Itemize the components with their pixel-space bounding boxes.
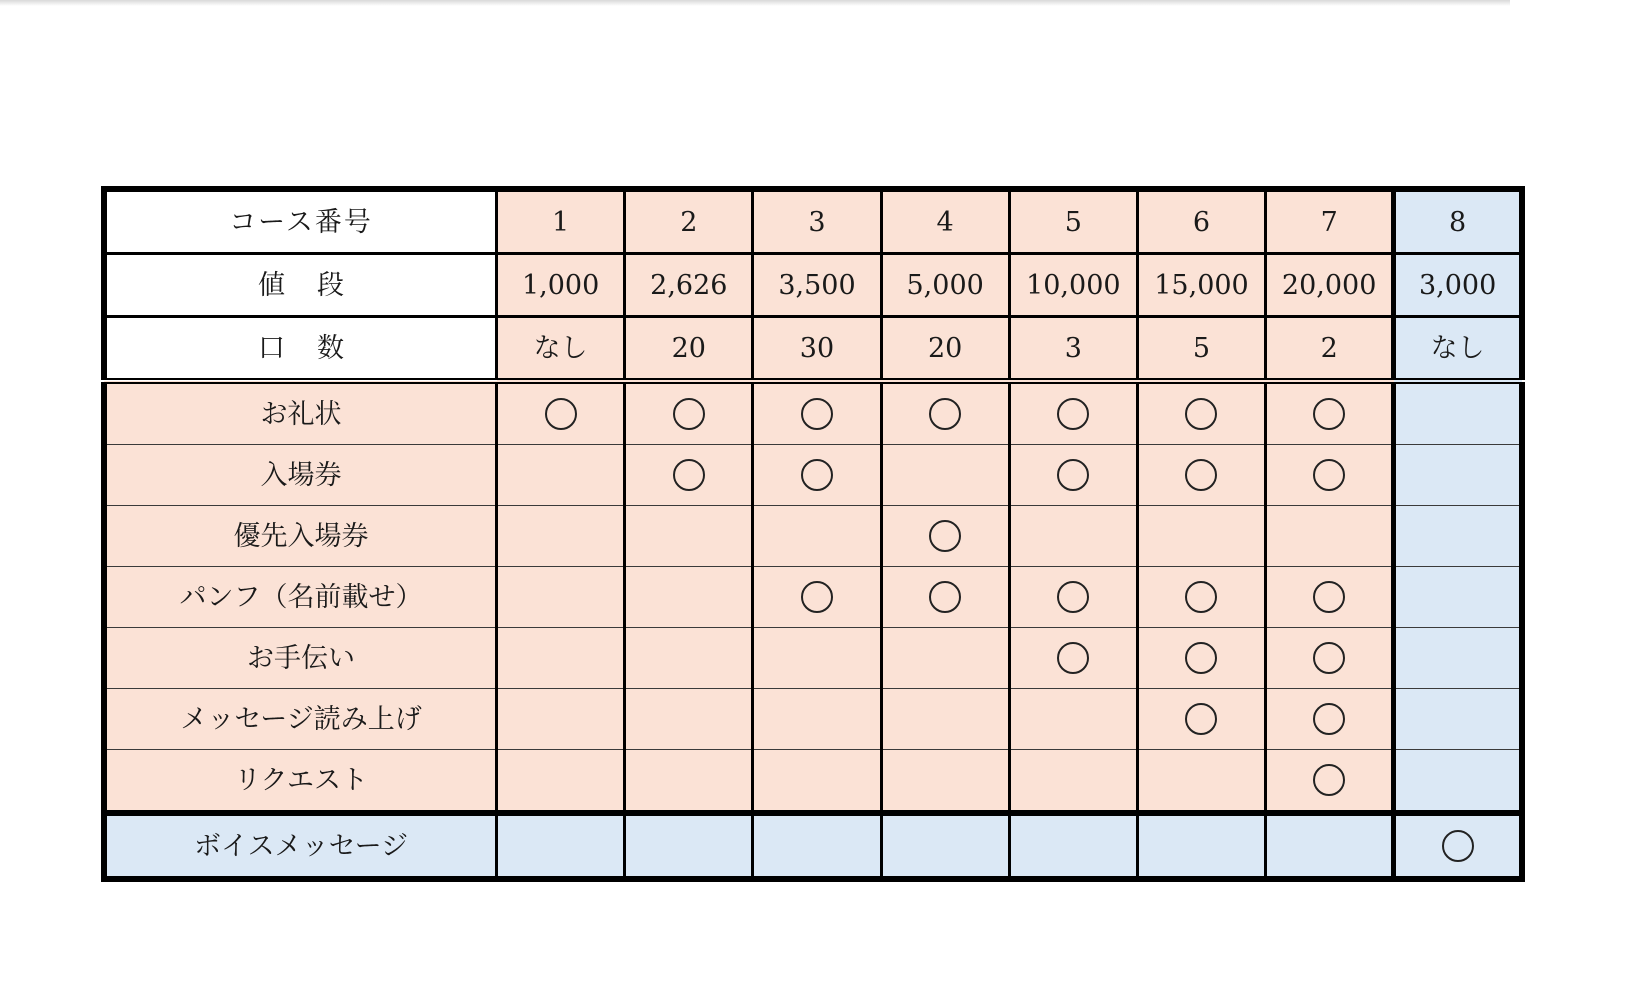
price-cell-5: 10,000 xyxy=(1009,254,1137,317)
feature-cell xyxy=(753,506,881,567)
units-cell-2: 20 xyxy=(625,317,753,382)
circle-mark-icon xyxy=(1057,459,1089,491)
feature-cell xyxy=(1009,813,1137,879)
feature-cell xyxy=(1394,750,1522,814)
units-cell-8: なし xyxy=(1394,317,1522,382)
price-cell-6: 15,000 xyxy=(1137,254,1265,317)
feature-cell xyxy=(753,628,881,689)
feature-cell xyxy=(625,750,753,814)
feature-cell xyxy=(753,689,881,750)
feature-cell xyxy=(1394,506,1522,567)
circle-mark-icon xyxy=(1185,642,1217,674)
price-label-cell xyxy=(104,254,497,317)
feature-cell xyxy=(1137,813,1265,879)
feature-cell xyxy=(881,689,1009,750)
course-number-cell-3: 3 xyxy=(753,189,881,254)
feature-cell xyxy=(753,813,881,879)
circle-mark-icon xyxy=(1057,398,1089,430)
circle-mark-icon xyxy=(1313,764,1345,796)
feature-cell xyxy=(1266,381,1394,445)
price-cell-8: 3,000 xyxy=(1394,254,1522,317)
feature-row xyxy=(104,813,1522,879)
feature-row xyxy=(104,689,1522,750)
feature-cell xyxy=(881,381,1009,445)
feature-cell xyxy=(497,813,625,879)
feature-cell xyxy=(497,445,625,506)
circle-mark-icon xyxy=(1313,642,1345,674)
feature-cell xyxy=(753,567,881,628)
feature-cell xyxy=(1009,381,1137,445)
feature-cell xyxy=(1394,567,1522,628)
feature-cell xyxy=(625,567,753,628)
feature-cell xyxy=(753,445,881,506)
circle-mark-icon xyxy=(1185,581,1217,613)
feature-cell xyxy=(1394,689,1522,750)
feature-label: パンフ（名前載せ） xyxy=(104,567,497,628)
feature-cell xyxy=(881,813,1009,879)
feature-cell xyxy=(1137,506,1265,567)
feature-row xyxy=(104,445,1522,506)
feature-cell xyxy=(1266,813,1394,879)
course-number-cell-6: 6 xyxy=(1137,189,1265,254)
units-label: 口数 xyxy=(258,332,377,364)
feature-cell xyxy=(753,750,881,814)
feature-cell xyxy=(1394,381,1522,445)
circle-mark-icon xyxy=(1313,459,1345,491)
circle-mark-icon xyxy=(1057,581,1089,613)
course-number-cell-8: 8 xyxy=(1394,189,1522,254)
course-number-cell-4: 4 xyxy=(881,189,1009,254)
circle-mark-icon xyxy=(1442,830,1474,862)
circle-mark-icon xyxy=(1313,703,1345,735)
feature-label: 入場券 xyxy=(104,445,497,506)
circle-mark-icon xyxy=(1185,459,1217,491)
course-table xyxy=(101,186,1525,882)
price-cell-3: 3,500 xyxy=(753,254,881,317)
course-number-cell-2: 2 xyxy=(625,189,753,254)
feature-cell xyxy=(881,628,1009,689)
price-cell-2: 2,626 xyxy=(625,254,753,317)
feature-cell xyxy=(1266,689,1394,750)
course-number-cell-5: 5 xyxy=(1009,189,1137,254)
feature-cell xyxy=(497,628,625,689)
course-table-container xyxy=(101,186,1525,882)
circle-mark-icon xyxy=(1313,398,1345,430)
feature-cell xyxy=(1009,689,1137,750)
course-number-row xyxy=(104,189,1522,254)
feature-label: メッセージ読み上げ xyxy=(104,689,497,750)
circle-mark-icon xyxy=(929,581,961,613)
course-number-label: コース番号 xyxy=(104,189,497,254)
feature-cell xyxy=(881,750,1009,814)
feature-cell xyxy=(625,689,753,750)
feature-cell xyxy=(1009,628,1137,689)
feature-row xyxy=(104,750,1522,814)
units-label-cell xyxy=(104,317,497,382)
circle-mark-icon xyxy=(1057,642,1089,674)
feature-cell xyxy=(753,381,881,445)
units-cell-6: 5 xyxy=(1137,317,1265,382)
feature-cell xyxy=(881,445,1009,506)
units-cell-4: 20 xyxy=(881,317,1009,382)
circle-mark-icon xyxy=(1185,703,1217,735)
feature-cell xyxy=(1266,750,1394,814)
feature-cell xyxy=(1394,628,1522,689)
feature-cell xyxy=(881,567,1009,628)
feature-cell xyxy=(1009,506,1137,567)
circle-mark-icon xyxy=(929,398,961,430)
feature-cell xyxy=(1009,567,1137,628)
feature-row xyxy=(104,506,1522,567)
feature-cell xyxy=(497,506,625,567)
feature-cell xyxy=(1394,813,1522,879)
units-cell-7: 2 xyxy=(1266,317,1394,382)
course-table-body xyxy=(104,189,1522,879)
circle-mark-icon xyxy=(1313,581,1345,613)
feature-row xyxy=(104,381,1522,445)
feature-row xyxy=(104,567,1522,628)
feature-cell xyxy=(625,628,753,689)
price-cell-7: 20,000 xyxy=(1266,254,1394,317)
price-cell-1: 1,000 xyxy=(497,254,625,317)
feature-label: お手伝い xyxy=(104,628,497,689)
feature-cell xyxy=(1266,628,1394,689)
feature-cell xyxy=(1266,445,1394,506)
circle-mark-icon xyxy=(801,459,833,491)
feature-cell xyxy=(1009,445,1137,506)
feature-cell xyxy=(1137,689,1265,750)
circle-mark-icon xyxy=(801,398,833,430)
feature-cell xyxy=(497,567,625,628)
feature-cell xyxy=(1009,750,1137,814)
circle-mark-icon xyxy=(929,520,961,552)
feature-cell xyxy=(625,445,753,506)
page-top-edge xyxy=(0,0,1510,6)
price-label: 値段 xyxy=(258,269,377,301)
circle-mark-icon xyxy=(801,581,833,613)
feature-cell xyxy=(1266,506,1394,567)
feature-cell xyxy=(625,813,753,879)
units-row xyxy=(104,317,1522,382)
price-row xyxy=(104,254,1522,317)
feature-cell xyxy=(497,750,625,814)
feature-row xyxy=(104,628,1522,689)
feature-cell xyxy=(1137,750,1265,814)
course-number-cell-7: 7 xyxy=(1266,189,1394,254)
feature-cell xyxy=(1137,381,1265,445)
price-cell-4: 5,000 xyxy=(881,254,1009,317)
feature-label: ボイスメッセージ xyxy=(104,813,497,879)
feature-label: お礼状 xyxy=(104,381,497,445)
feature-label: 優先入場券 xyxy=(104,506,497,567)
course-number-cell-1: 1 xyxy=(497,189,625,254)
feature-cell xyxy=(1137,567,1265,628)
feature-cell xyxy=(1394,445,1522,506)
units-cell-3: 30 xyxy=(753,317,881,382)
circle-mark-icon xyxy=(673,398,705,430)
units-cell-5: 3 xyxy=(1009,317,1137,382)
units-cell-1: なし xyxy=(497,317,625,382)
feature-cell xyxy=(625,506,753,567)
feature-cell xyxy=(497,381,625,445)
circle-mark-icon xyxy=(673,459,705,491)
feature-label: リクエスト xyxy=(104,750,497,814)
feature-cell xyxy=(497,689,625,750)
circle-mark-icon xyxy=(545,398,577,430)
feature-cell xyxy=(881,506,1009,567)
feature-cell xyxy=(1266,567,1394,628)
feature-cell xyxy=(1137,628,1265,689)
feature-cell xyxy=(625,381,753,445)
circle-mark-icon xyxy=(1185,398,1217,430)
feature-cell xyxy=(1137,445,1265,506)
